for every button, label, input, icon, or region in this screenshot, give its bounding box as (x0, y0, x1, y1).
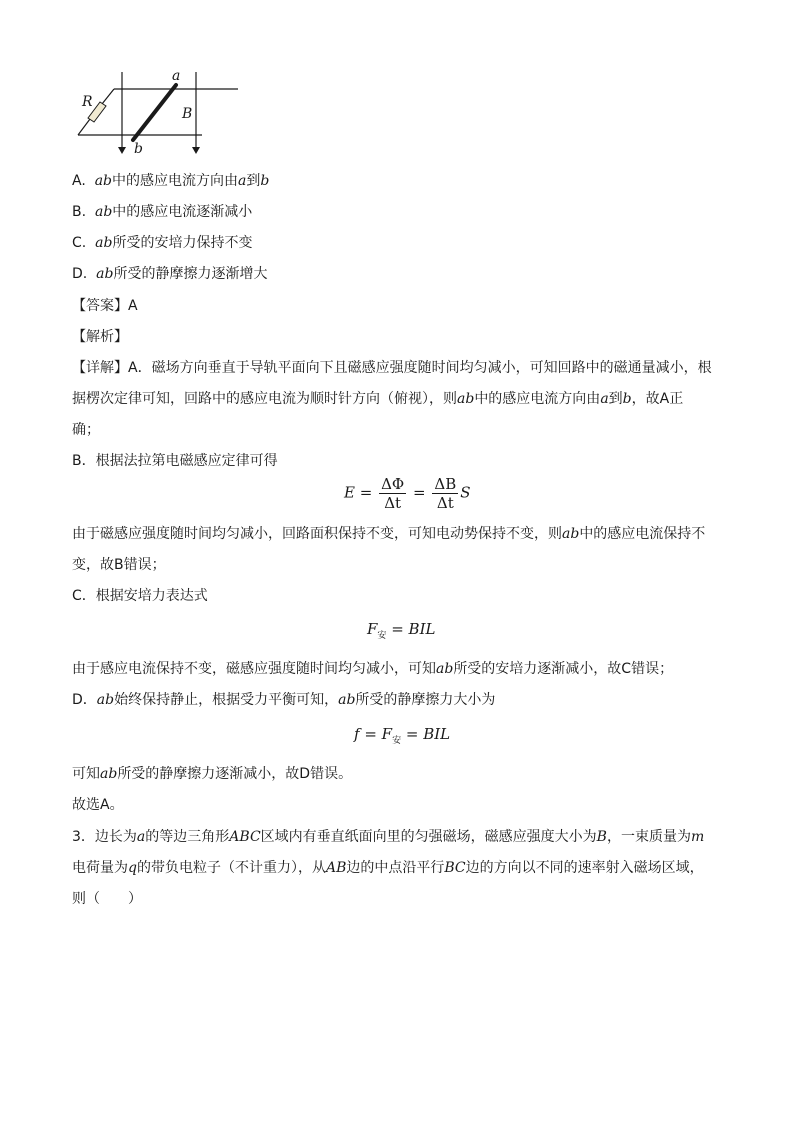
detail-a-line1: 【详解】A．磁场方向垂直于导轨平面向下且磁感应强度随时间均匀减小，可知回路中的磁通量减小，根 (72, 360, 712, 376)
detail-c-line2: 由于感应电流保持不变，磁感应强度随时间均匀减小，可知ab所受的安培力逐渐减小，故C错误； (72, 661, 674, 677)
label-b: b (134, 141, 143, 157)
q3-line1: 3．边长为a的等边三角形ABC区域内有垂直纸面向里的匀强磁场，磁感应强度大小为B，一束质量为m (72, 829, 705, 845)
left-connector-lower (78, 119, 90, 135)
option-d: D. ab所受的静摩擦力逐渐增大 (72, 266, 268, 282)
arrow-left (118, 147, 126, 154)
rod-ab (133, 85, 176, 140)
detail-d-line1: D．ab始终保持静止，根据受力平衡可知，ab所受的静摩擦力大小为 (72, 692, 496, 708)
label-r: R (82, 94, 93, 110)
detail-b-line3: 变，故B错误； (72, 557, 166, 573)
answer: 【答案】A (72, 298, 138, 314)
detail-a-line3: 确； (72, 422, 100, 438)
option-c: C. ab所受的安培力保持不变 (72, 235, 253, 251)
label-field-b: B (182, 106, 193, 122)
detail-c-line1: C．根据安培力表达式 (72, 588, 208, 604)
detail-b-line1: B．根据法拉第电磁感应定律可得 (72, 453, 278, 469)
left-connector-upper (102, 89, 114, 104)
detail-b-line2: 由于磁感应强度随时间均匀减小，回路面积保持不变，可知电动势保持不变，则ab中的感应电流保持不 (72, 526, 706, 542)
analysis-heading: 【解析】 (72, 329, 128, 345)
detail-d-line2: 可知ab所受的静摩擦力逐渐减小，故D错误。 (72, 766, 353, 782)
label-a: a (172, 68, 181, 84)
equation-friction: $f = F_安$ = BIL (354, 725, 451, 746)
option-b: B. ab中的感应电流逐渐减小 (72, 204, 253, 220)
circuit-figure (72, 68, 272, 158)
q3-line2: 电荷量为q的带负电粒子（不计重力），从AB边的中点沿平行BC边的方向以不同的速率射入磁场区域， (72, 860, 704, 876)
q3-line3: 则（ ） (72, 891, 142, 907)
conclusion: 故选A。 (72, 797, 124, 813)
arrow-right (192, 147, 200, 154)
option-a: A. ab中的感应电流方向由a到b (72, 173, 270, 189)
detail-a-line2: 据楞次定律可知，回路中的感应电流为顺时针方向（俯视），则ab中的感应电流方向由a到b，故A正 (72, 391, 684, 407)
equation-ampere: $F_安$ = BIL (367, 620, 436, 641)
equation-emf: E = $\frac{\Delta\Phi}{\Delta t}$ = $\frac{\Delta B}{\Delta t}$ S (344, 475, 471, 512)
